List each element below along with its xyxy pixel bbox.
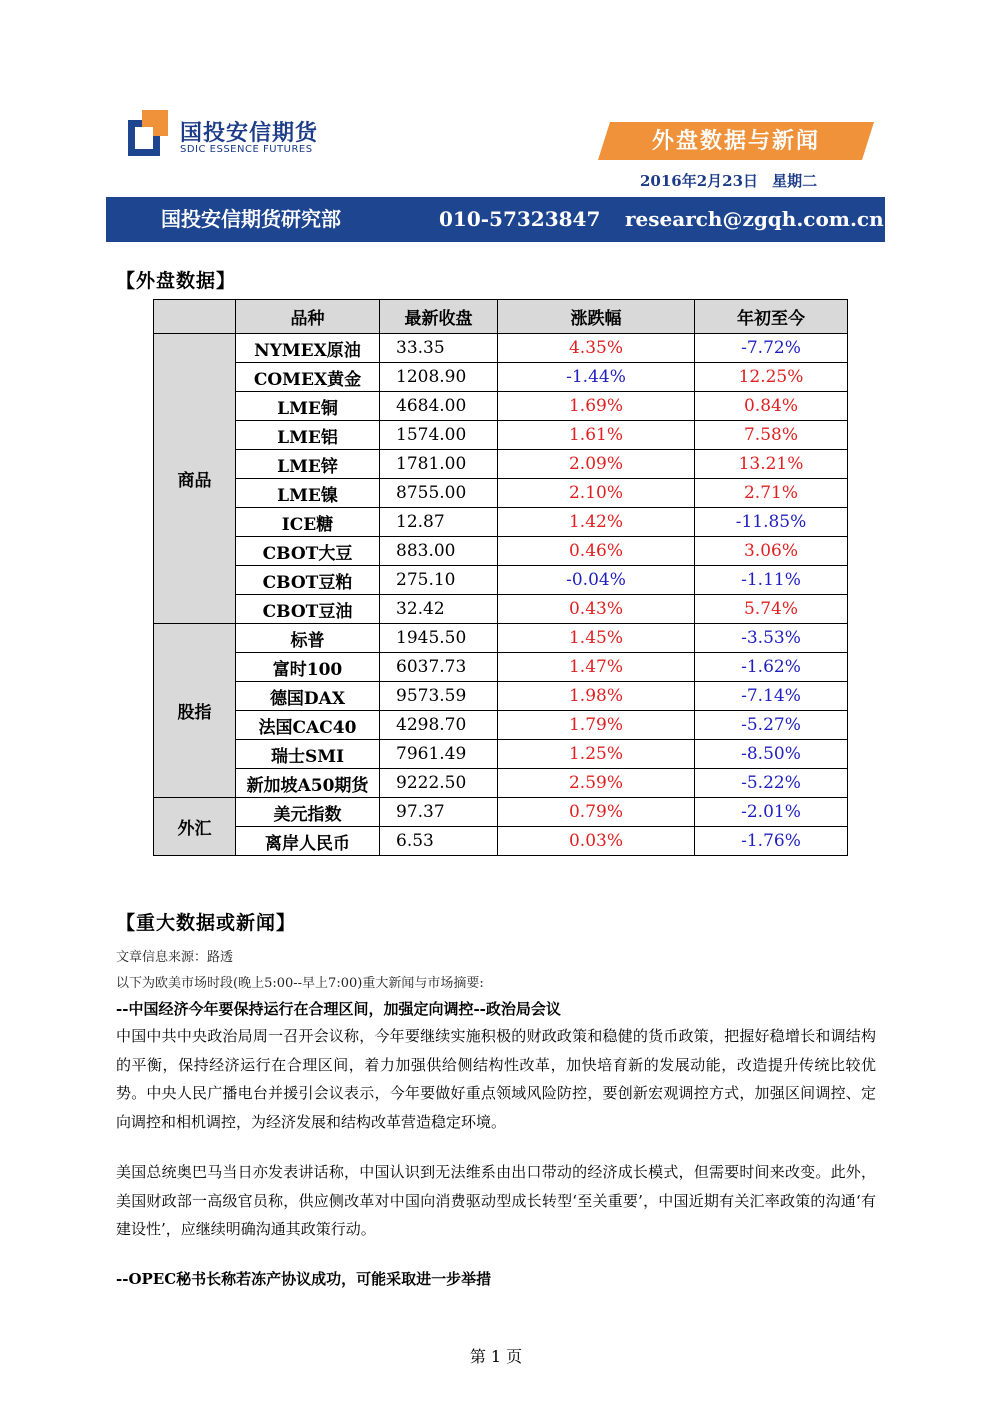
- news-paragraph: 中国中共中央政治局周一召开会议称，今年要继续实施积极的财政政策和稳健的货币政策，把握好稳增长和调结构的平衡，保持经济运行在合理区间，着力加强供给侧结构性改革，加快培育新的发展动能，改造提升传统比较优势。中央人民广播电台并援引会议表示，今年要做好重点领域风险防控，要创新宏观调控方式，加强区间调控、定向调控和相机调控，为经济发展和结构改革营造稳定环境。: [116, 1027, 876, 1131]
- group-header-cell: [154, 300, 236, 334]
- close-value: 4684.00: [380, 392, 498, 421]
- group-label: 股指: [154, 624, 236, 798]
- market-data-title: 【外盘数据】: [116, 270, 237, 292]
- instrument-name: LME铝: [236, 421, 380, 450]
- table-row: [154, 392, 848, 421]
- ytd-value: -5.27%: [695, 711, 848, 740]
- header-ytd: 年初至今: [695, 300, 848, 334]
- ytd-value: 2.71%: [695, 479, 848, 508]
- instrument-name: 新加坡A50期货: [236, 769, 380, 798]
- close-value: 9222.50: [380, 769, 498, 798]
- ytd-value: -3.53%: [695, 624, 848, 653]
- close-value: 7961.49: [380, 740, 498, 769]
- close-value: 1781.00: [380, 450, 498, 479]
- close-value: 33.35: [380, 334, 498, 363]
- banner-title: 外盘数据与新闻: [651, 128, 820, 154]
- change-value: 0.43%: [498, 595, 695, 624]
- table-row: [154, 711, 848, 740]
- change-value: 1.98%: [498, 682, 695, 711]
- date-text: 2016年2月23日: [640, 172, 759, 190]
- close-value: 883.00: [380, 537, 498, 566]
- email-address: research@zgqh.com.cn: [625, 207, 884, 231]
- change-value: 0.46%: [498, 537, 695, 566]
- table-row: [154, 421, 848, 450]
- instrument-name: LME镍: [236, 479, 380, 508]
- weekday-text: 星期二: [772, 172, 818, 190]
- instrument-name: 标普: [236, 624, 380, 653]
- group-label: 外汇: [154, 798, 236, 856]
- table-row: [154, 566, 848, 595]
- phone-number: 010-57323847: [439, 207, 601, 231]
- ytd-value: -2.01%: [695, 798, 848, 827]
- close-value: 6.53: [380, 827, 498, 856]
- contact-bar: [106, 197, 885, 242]
- instrument-name: 富时100: [236, 653, 380, 682]
- ytd-value: 13.21%: [695, 450, 848, 479]
- change-value: 1.47%: [498, 653, 695, 682]
- change-value: 2.10%: [498, 479, 695, 508]
- ytd-value: -11.85%: [695, 508, 848, 537]
- ytd-value: -1.11%: [695, 566, 848, 595]
- instrument-name: LME铜: [236, 392, 380, 421]
- ytd-value: -1.76%: [695, 827, 848, 856]
- ytd-value: 7.58%: [695, 421, 848, 450]
- change-value: 1.45%: [498, 624, 695, 653]
- change-value: 4.35%: [498, 334, 695, 363]
- ytd-value: 12.25%: [695, 363, 848, 392]
- ytd-value: 3.06%: [695, 537, 848, 566]
- close-value: 1945.50: [380, 624, 498, 653]
- report-title-banner: [598, 122, 874, 160]
- header-change: 涨跌幅: [498, 300, 695, 334]
- table-row: [154, 363, 848, 392]
- ytd-value: -1.62%: [695, 653, 848, 682]
- close-value: 275.10: [380, 566, 498, 595]
- table-row: [154, 334, 848, 363]
- instrument-name: 瑞士SMI: [236, 740, 380, 769]
- ytd-value: -5.22%: [695, 769, 848, 798]
- table-row: [154, 537, 848, 566]
- header-close: 最新收盘: [380, 300, 498, 334]
- close-value: 4298.70: [380, 711, 498, 740]
- ytd-value: 5.74%: [695, 595, 848, 624]
- ytd-value: -7.14%: [695, 682, 848, 711]
- change-value: 0.03%: [498, 827, 695, 856]
- instrument-name: 离岸人民币: [236, 827, 380, 856]
- logo-english-name: SDIC ESSENCE FUTURES: [180, 144, 313, 155]
- news-paragraph: 美国总统奥巴马当日亦发表讲话称，中国认识到无法维系由出口带动的经济成长模式，但需要时间来改变。此外，美国财政部一高级官员称，供应侧改革对中国向消费驱动型成长转型‘至关重要’，中国近期有关汇率政策的沟通‘有建设性’，应继续明确沟通其政策行动。: [116, 1163, 876, 1238]
- department-name: 国投安信期货研究部: [161, 207, 341, 231]
- logo-mark-icon: [128, 110, 168, 156]
- table-row: [154, 769, 848, 798]
- news-headline: --OPEC秘书长称若冻产协议成功，可能采取进一步举措: [116, 1270, 492, 1288]
- close-value: 1208.90: [380, 363, 498, 392]
- ytd-value: -7.72%: [695, 334, 848, 363]
- news-headline: --中国经济今年要保持运行在合理区间，加强定向调控--政治局会议: [116, 1000, 561, 1018]
- change-value: 1.79%: [498, 711, 695, 740]
- instrument-name: LME锌: [236, 450, 380, 479]
- table-row: [154, 682, 848, 711]
- change-value: 1.61%: [498, 421, 695, 450]
- change-value: 1.42%: [498, 508, 695, 537]
- change-value: -1.44%: [498, 363, 695, 392]
- table-row: [154, 595, 848, 624]
- instrument-name: 法国CAC40: [236, 711, 380, 740]
- ytd-value: -8.50%: [695, 740, 848, 769]
- instrument-name: 美元指数: [236, 798, 380, 827]
- instrument-name: CBOT大豆: [236, 537, 380, 566]
- instrument-name: CBOT豆油: [236, 595, 380, 624]
- table-row: [154, 740, 848, 769]
- table-row: [154, 508, 848, 537]
- table-row: [154, 624, 848, 653]
- change-value: 1.69%: [498, 392, 695, 421]
- close-value: 9573.59: [380, 682, 498, 711]
- change-value: 2.59%: [498, 769, 695, 798]
- change-value: 2.09%: [498, 450, 695, 479]
- market-data-table: [153, 299, 848, 856]
- table-row: [154, 653, 848, 682]
- change-value: 0.79%: [498, 798, 695, 827]
- close-value: 1574.00: [380, 421, 498, 450]
- instrument-name: COMEX黄金: [236, 363, 380, 392]
- close-value: 32.42: [380, 595, 498, 624]
- change-value: 1.25%: [498, 740, 695, 769]
- report-date: [640, 170, 831, 191]
- table-row: [154, 479, 848, 508]
- table-header-row: [154, 300, 848, 334]
- logo-chinese-name: 国投安信期货: [180, 121, 319, 146]
- news-source: 文章信息来源：路透: [116, 950, 234, 965]
- instrument-name: ICE糖: [236, 508, 380, 537]
- table-row: [154, 450, 848, 479]
- ytd-value: 0.84%: [695, 392, 848, 421]
- instrument-name: CBOT豆粕: [236, 566, 380, 595]
- news-title: 【重大数据或新闻】: [116, 912, 297, 934]
- group-label: 商品: [154, 334, 236, 624]
- close-value: 8755.00: [380, 479, 498, 508]
- page-number: 第 1 页: [469, 1347, 523, 1366]
- company-logo: [128, 110, 328, 162]
- table-row: [154, 827, 848, 856]
- change-value: -0.04%: [498, 566, 695, 595]
- instrument-name: NYMEX原油: [236, 334, 380, 363]
- close-value: 97.37: [380, 798, 498, 827]
- header-name: 品种: [236, 300, 380, 334]
- table-row: [154, 798, 848, 827]
- close-value: 12.87: [380, 508, 498, 537]
- close-value: 6037.73: [380, 653, 498, 682]
- instrument-name: 德国DAX: [236, 682, 380, 711]
- news-intro: 以下为欧美市场时段(晚上5:00--早上7:00)重大新闻与市场摘要:: [116, 976, 484, 991]
